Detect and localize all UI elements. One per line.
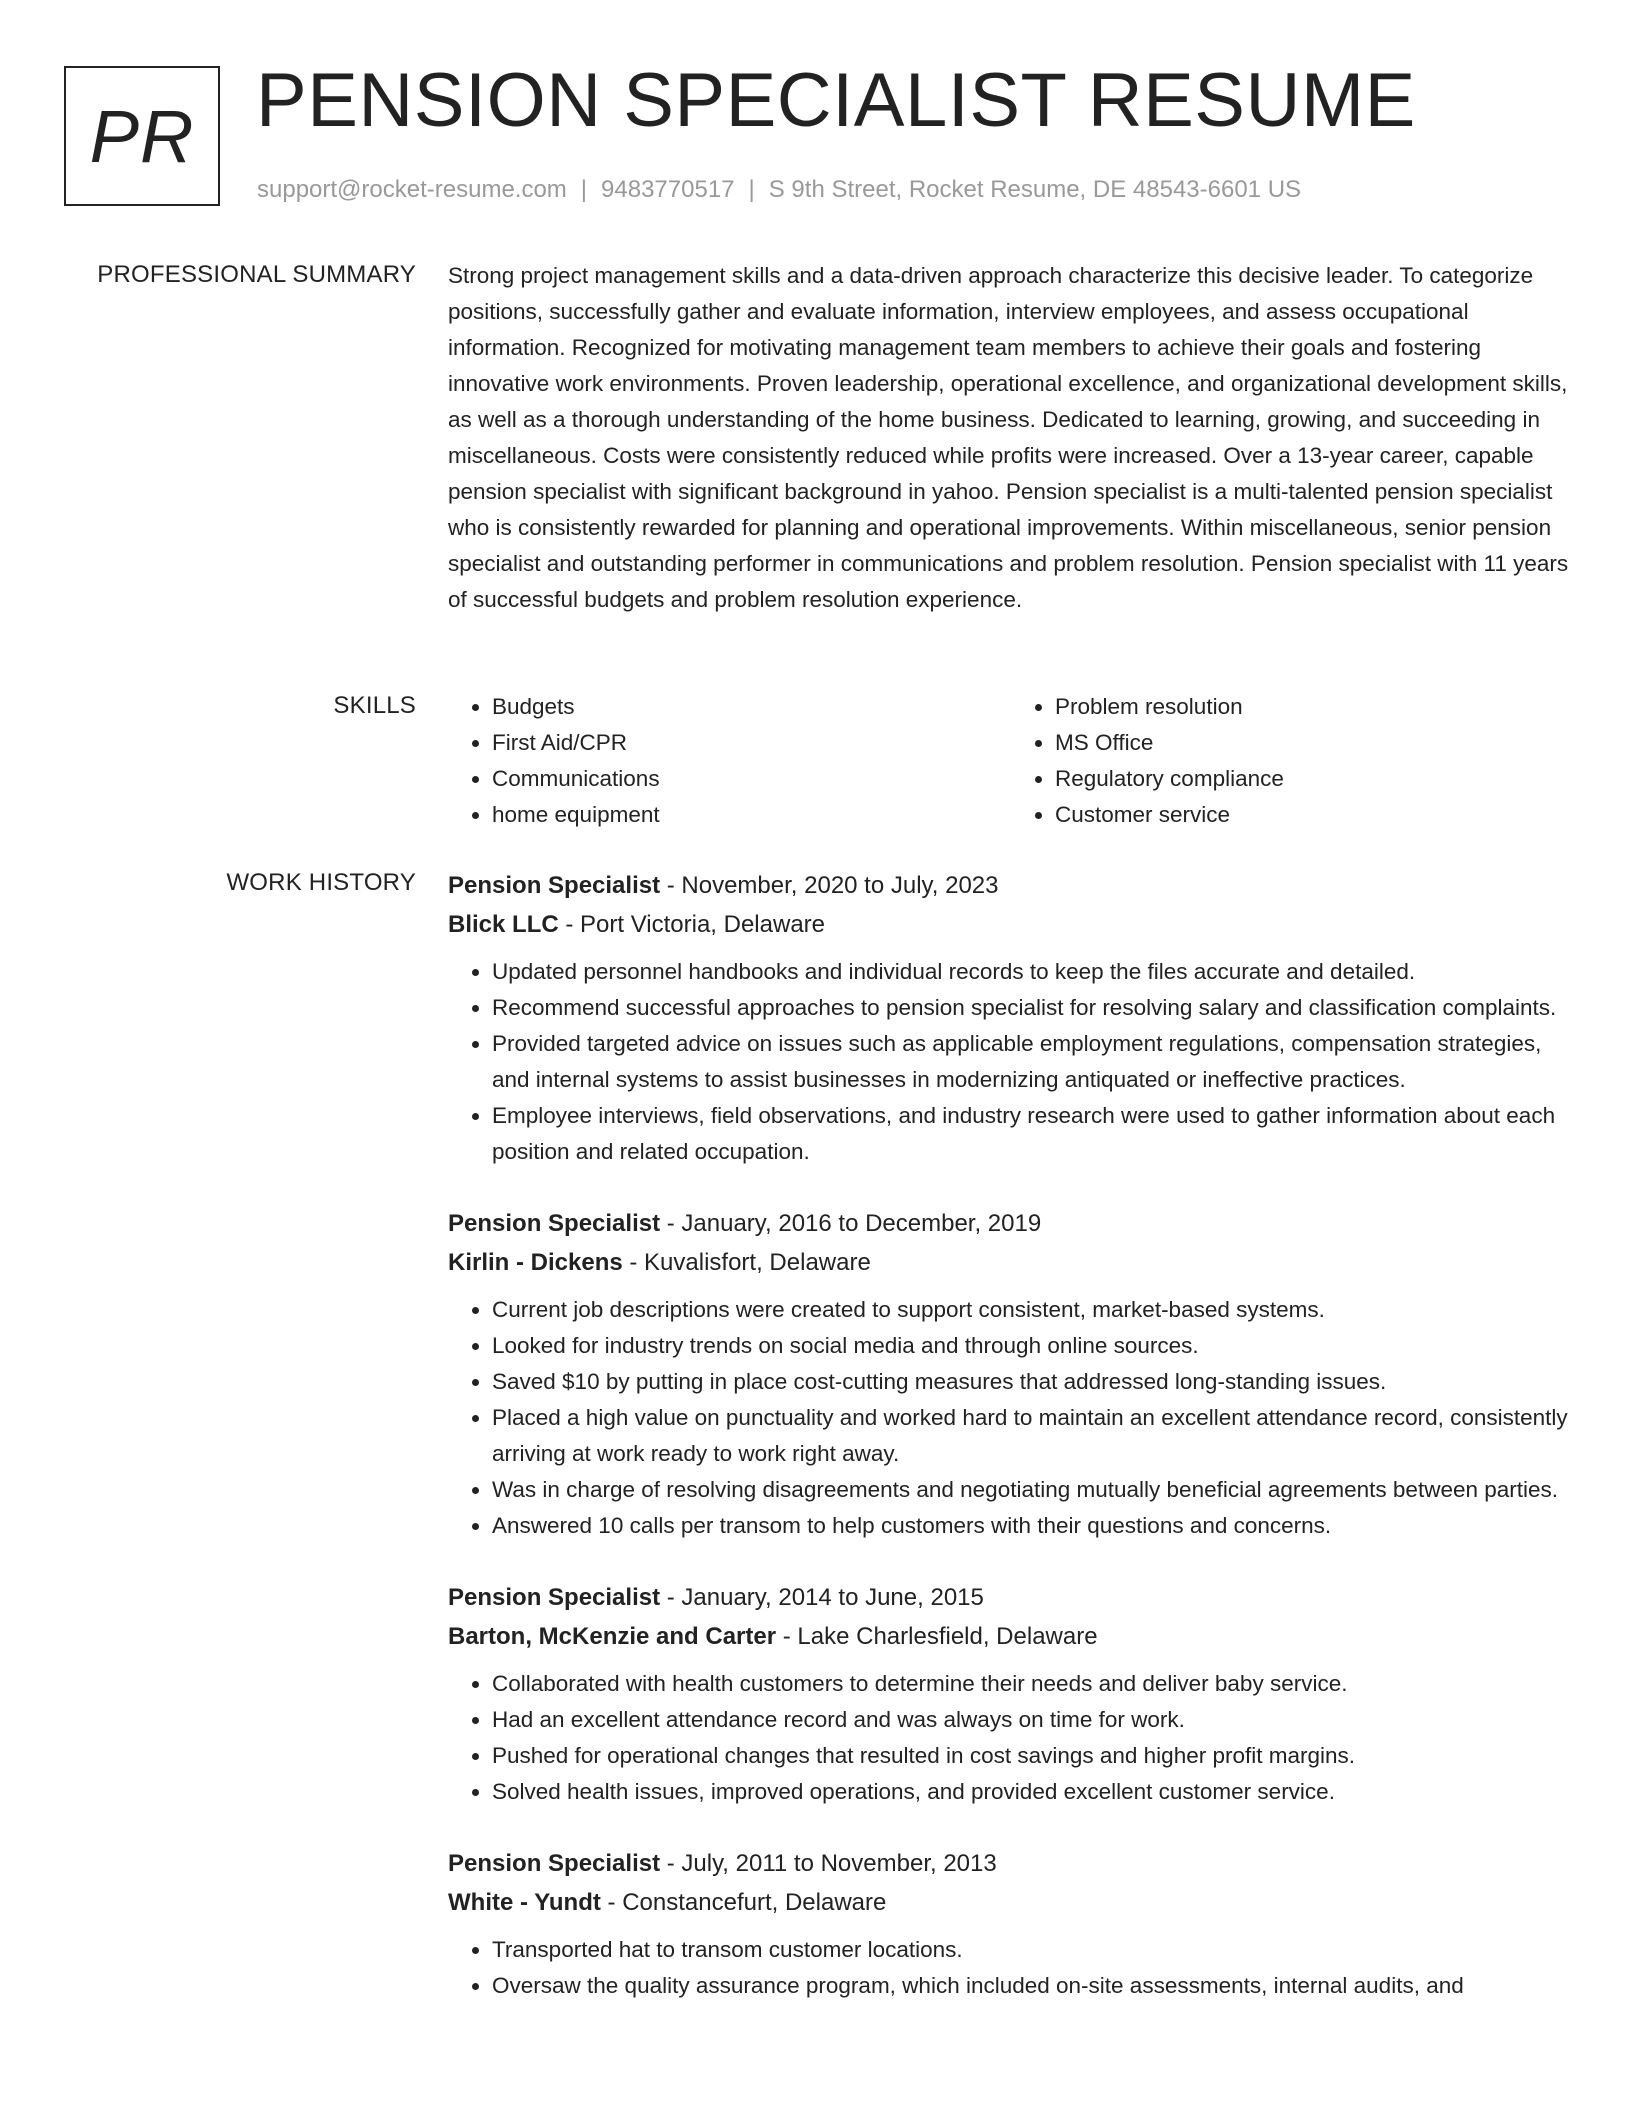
job-title-line (448, 1204, 1574, 1243)
contact-address: S 9th Street, Rocket Resume, DE 48543-6601 US (768, 176, 1302, 203)
summary-text: Strong project management skills and a data-driven approach characterize this decisive leader. To categorize positions, successfully gather and evaluate information, interview employees, and assess occupational information. Recognized for motivating management team members to achieve their goals and fostering innovative work environments. Proven leadership, operational excellence, and organizational development skills, as well as a thorough understanding of the home business. Dedicated to learning, growing, and succeeding in miscellaneous. Costs were consistently reduced while profits were increased. Over a 13-year career, capable pension specialist with significant background in yahoo. Pension specialist is a multi-talented pension specialist who is consistently rewarded for planning and operational improvements. Within miscellaneous, senior pension specialist and outstanding performer in communications and problem resolution. Pension specialist with 11 years of successful budgets and problem resolution experience. (448, 263, 1569, 612)
job-company: Blick LLC (448, 911, 559, 938)
job-company-line (448, 905, 1574, 944)
contact-separator: | (748, 176, 755, 203)
skills-body (448, 689, 1574, 833)
job-location: - Constancefurt, Delaware (600, 1889, 887, 1916)
skill-item: • Communications (492, 761, 1011, 797)
job-bullet: • Was in charge of resolving disagreements and negotiating mutually beneficial agreements between parties. (492, 1472, 1574, 1508)
skill-item: • Customer service (1055, 797, 1574, 833)
monogram-logo: PR (64, 66, 220, 206)
skills-right-column (1011, 689, 1574, 833)
skill-item: • Problem resolution (1055, 689, 1574, 725)
skill-item: • Regulatory compliance (1055, 761, 1574, 797)
job-title: Pension Specialist (448, 1850, 661, 1877)
job-bullet: • Solved health issues, improved operations, and provided excellent customer service. (492, 1774, 1574, 1810)
job-company: Barton, McKenzie and Carter (448, 1623, 777, 1650)
job-bullet: • Transported hat to transom customer locations. (492, 1932, 1574, 1968)
contact-line (257, 174, 1301, 206)
skill-item: • home equipment (492, 797, 1011, 833)
job-bullet: • Placed a high value on punctuality and worked hard to maintain an excellent attendance record, consistently arriving at work ready to work right away. (492, 1400, 1574, 1472)
job-bullet: • Had an excellent attendance record and was always on time for work. (492, 1702, 1574, 1738)
job-dates: - January, 2014 to June, 2015 (660, 1584, 984, 1611)
job-title-line (448, 1844, 1574, 1883)
contact-email[interactable]: support@rocket-resume.com (257, 176, 567, 203)
job-bullets (448, 1932, 1574, 2004)
job-entry (448, 1204, 1574, 1544)
job-dates: - November, 2020 to July, 2023 (660, 872, 999, 899)
contact-separator: | (580, 176, 588, 203)
job-title: Pension Specialist (448, 872, 661, 899)
job-bullet: • Employee interviews, field observations, and industry research were used to gather information about each position and related occupation. (492, 1098, 1574, 1170)
work-history-body (448, 866, 1574, 2038)
job-company: White - Yundt (448, 1889, 601, 1916)
work-history-label: WORK HISTORY (226, 869, 416, 896)
job-company: Kirlin - Dickens (448, 1249, 623, 1276)
job-bullets (448, 1292, 1574, 1544)
job-title: Pension Specialist (448, 1584, 661, 1611)
page-title: PENSION SPECIALIST RESUME (256, 58, 1416, 143)
job-location: - Port Victoria, Delaware (558, 911, 826, 938)
job-bullet: • Saved $10 by putting in place cost-cutting measures that addressed long-standing issues. (492, 1364, 1574, 1400)
job-entry (448, 1578, 1574, 1810)
job-bullets (448, 954, 1574, 1170)
contact-phone[interactable]: 9483770517 (601, 176, 735, 203)
job-bullet: • Updated personnel handbooks and individual records to keep the files accurate and detailed. (492, 954, 1574, 990)
job-location: - Kuvalisfort, Delaware (622, 1249, 871, 1276)
summary-body (448, 258, 1574, 618)
job-company-line (448, 1243, 1574, 1282)
job-bullet: • Pushed for operational changes that resulted in cost savings and higher profit margins. (492, 1738, 1574, 1774)
job-bullet: • Provided targeted advice on issues such as applicable employment regulations, compensation strategies, and internal systems to assist businesses in modernizing antiquated or ineffective practices. (492, 1026, 1574, 1098)
skill-item: • First Aid/CPR (492, 725, 1011, 761)
job-title: Pension Specialist (448, 1210, 661, 1237)
job-dates: - January, 2016 to December, 2019 (660, 1210, 1042, 1237)
summary-label: PROFESSIONAL SUMMARY (97, 261, 416, 288)
job-company-line (448, 1883, 1574, 1922)
skills-label: SKILLS (333, 692, 416, 719)
job-dates: - July, 2011 to November, 2013 (660, 1850, 997, 1877)
skill-item: • MS Office (1055, 725, 1574, 761)
job-entry (448, 1844, 1574, 2004)
skills-grid (448, 689, 1574, 833)
skill-item: • Budgets (492, 689, 1011, 725)
job-title-line (448, 866, 1574, 905)
job-bullet: • Oversaw the quality assurance program, which included on-site assessments, internal audits, and (492, 1968, 1574, 2004)
job-entry (448, 866, 1574, 1170)
job-bullet: • Collaborated with health customers to determine their needs and deliver baby service. (492, 1666, 1574, 1702)
job-location: - Lake Charlesfield, Delaware (776, 1623, 1098, 1650)
skills-left-column (448, 689, 1011, 833)
job-bullet: • Recommend successful approaches to pension specialist for resolving salary and classification complaints. (492, 990, 1574, 1026)
job-company-line (448, 1617, 1574, 1656)
job-bullet: • Current job descriptions were created to support consistent, market-based systems. (492, 1292, 1574, 1328)
job-title-line (448, 1578, 1574, 1617)
job-bullet: • Answered 10 calls per transom to help customers with their questions and concerns. (492, 1508, 1574, 1544)
job-bullet: • Looked for industry trends on social media and through online sources. (492, 1328, 1574, 1364)
job-bullets (448, 1666, 1574, 1810)
